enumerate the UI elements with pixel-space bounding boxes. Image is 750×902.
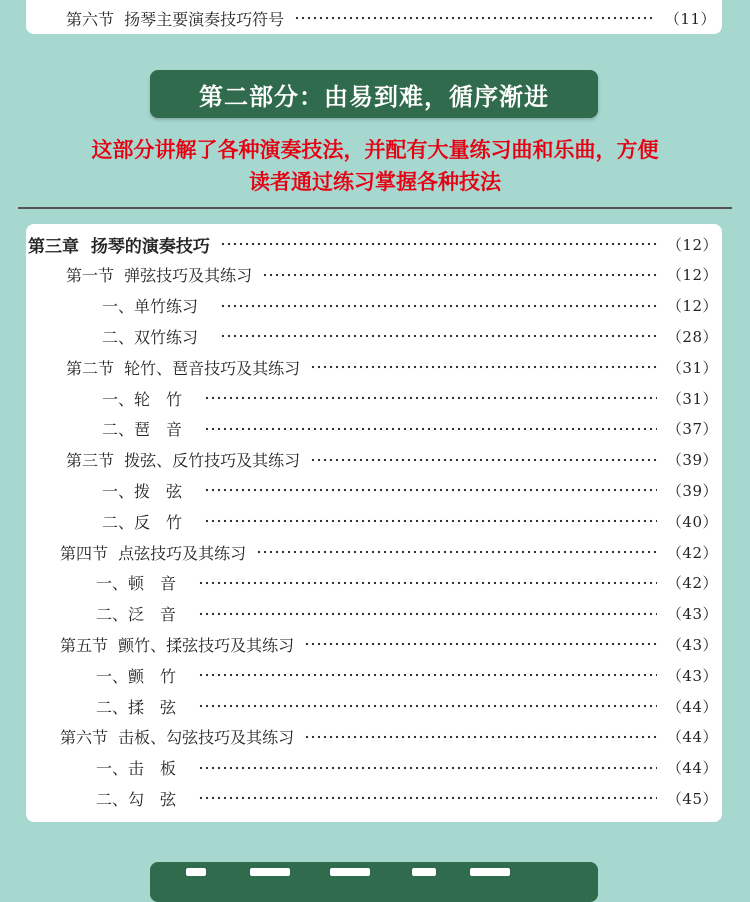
toc-section-entry[interactable] [66, 447, 718, 473]
toc-subsection-entry[interactable] [96, 662, 718, 688]
toc-entry-label: 第三节 拨弦、反竹技巧及其练习 [66, 451, 301, 471]
toc-entry-page: （37） [666, 420, 718, 439]
toc-subsection-entry[interactable] [96, 570, 718, 596]
leader-dots [220, 304, 657, 308]
toc-entry-page: （45） [666, 789, 718, 808]
part-description [0, 134, 750, 198]
leader-dots [310, 458, 657, 462]
leader-dots [198, 766, 657, 770]
toc-entry-page: （43） [666, 635, 718, 654]
leader-dots [198, 612, 657, 616]
toc-subsection-entry[interactable] [96, 601, 718, 627]
toc-entry-page: （42） [666, 574, 718, 593]
toc-section-entry[interactable] [60, 724, 718, 750]
leader-dots [198, 704, 657, 708]
leader-dots [310, 365, 657, 369]
toc-entry-label: 二、泛 音 [96, 605, 177, 625]
toc-entry-label: 一、击 板 [96, 759, 177, 779]
leader-dots [220, 242, 657, 246]
toc-entry-label: 第一节 弹弦技巧及其练习 [66, 266, 253, 286]
toc-entry-page: （31） [666, 358, 718, 377]
toc-section-entry[interactable] [66, 262, 718, 288]
leader-dots [304, 735, 657, 739]
toc-entry[interactable] [66, 5, 716, 31]
toc-subsection-entry[interactable] [102, 385, 718, 411]
leader-dots [204, 427, 657, 431]
toc-entry-page: （12） [666, 297, 718, 316]
toc-card [26, 224, 722, 822]
toc-entry-page: （44） [666, 697, 718, 716]
part-banner-title: 第二部分：由易到难，循序渐进 [199, 82, 549, 111]
toc-entry-page: （28） [666, 327, 718, 346]
leader-dots [204, 396, 657, 400]
leader-dots [198, 673, 657, 677]
toc-entry-page: （31） [666, 389, 718, 408]
toc-entry-page: （40） [666, 512, 718, 531]
toc-entry-page: （44） [666, 759, 718, 778]
toc-entry-label: 第五节 颤竹、揉弦技巧及其练习 [60, 635, 295, 655]
toc-entry-page: （12） [666, 266, 718, 285]
toc-entry-label: 一、单竹练习 [102, 297, 199, 317]
toc-section-entry[interactable] [60, 539, 718, 565]
leader-dots [204, 519, 657, 523]
toc-subsection-entry[interactable] [102, 508, 718, 534]
leader-dots [198, 796, 657, 800]
toc-entry-label: 一、顿 音 [96, 574, 177, 594]
toc-entry-page: （42） [666, 543, 718, 562]
toc-subsection-entry[interactable] [102, 323, 718, 349]
toc-entry-label: 二、琶 音 [102, 420, 183, 440]
toc-entry-page: （12） [666, 235, 718, 254]
toc-entry-label: 第四节 点弦技巧及其练习 [60, 543, 247, 563]
next-part-banner [150, 862, 598, 902]
toc-subsection-entry[interactable] [96, 755, 718, 781]
toc-entry-label: 一、轮 竹 [102, 389, 183, 409]
toc-entry-page: （44） [666, 728, 718, 747]
toc-entry-label: 第六节 扬琴主要演奏技巧符号 [66, 9, 285, 29]
toc-entry-label: 一、颤 竹 [96, 666, 177, 686]
toc-entry-label: 二、勾 弦 [96, 789, 177, 809]
leader-dots [198, 581, 657, 585]
toc-entry-label: 第六节 击板、勾弦技巧及其练习 [60, 728, 295, 748]
toc-subsection-entry[interactable] [102, 293, 718, 319]
toc-entry-page: （43） [666, 666, 718, 685]
toc-section-entry[interactable] [66, 354, 718, 380]
toc-entry-label: 第二节 轮竹、琶音技巧及其练习 [66, 358, 301, 378]
toc-subsection-entry[interactable] [102, 416, 718, 442]
toc-subsection-entry[interactable] [102, 477, 718, 503]
toc-entry-label: 二、反 竹 [102, 512, 183, 532]
toc-entry-label: 一、拨 弦 [102, 481, 183, 501]
leader-dots [204, 488, 657, 492]
leader-dots [304, 642, 657, 646]
toc-entry-page: （43） [666, 605, 718, 624]
toc-chapter-entry[interactable] [28, 231, 718, 257]
leader-dots [294, 16, 655, 20]
part-description-line1: 这部分讲解了各种演奏技法，并配有大量练习曲和乐曲，方便 [91, 138, 659, 162]
section-divider [18, 207, 732, 209]
toc-entry-page: （39） [666, 451, 718, 470]
toc-entry-page: （39） [666, 481, 718, 500]
toc-section-entry[interactable] [60, 631, 718, 657]
toc-subsection-entry[interactable] [96, 785, 718, 811]
toc-entry-page: （11） [664, 9, 716, 28]
leader-dots [256, 550, 657, 554]
leader-dots [262, 273, 657, 277]
toc-entry-label: 第三章 扬琴的演奏技巧 [28, 236, 210, 257]
part-banner [150, 70, 598, 118]
toc-card-previous [26, 0, 722, 34]
part-description-line2: 读者通过练习掌握各种技法 [249, 170, 501, 194]
toc-entry-label: 二、揉 弦 [96, 697, 177, 717]
leader-dots [220, 334, 657, 338]
toc-entry-label: 二、双竹练习 [102, 327, 199, 347]
toc-subsection-entry[interactable] [96, 693, 718, 719]
